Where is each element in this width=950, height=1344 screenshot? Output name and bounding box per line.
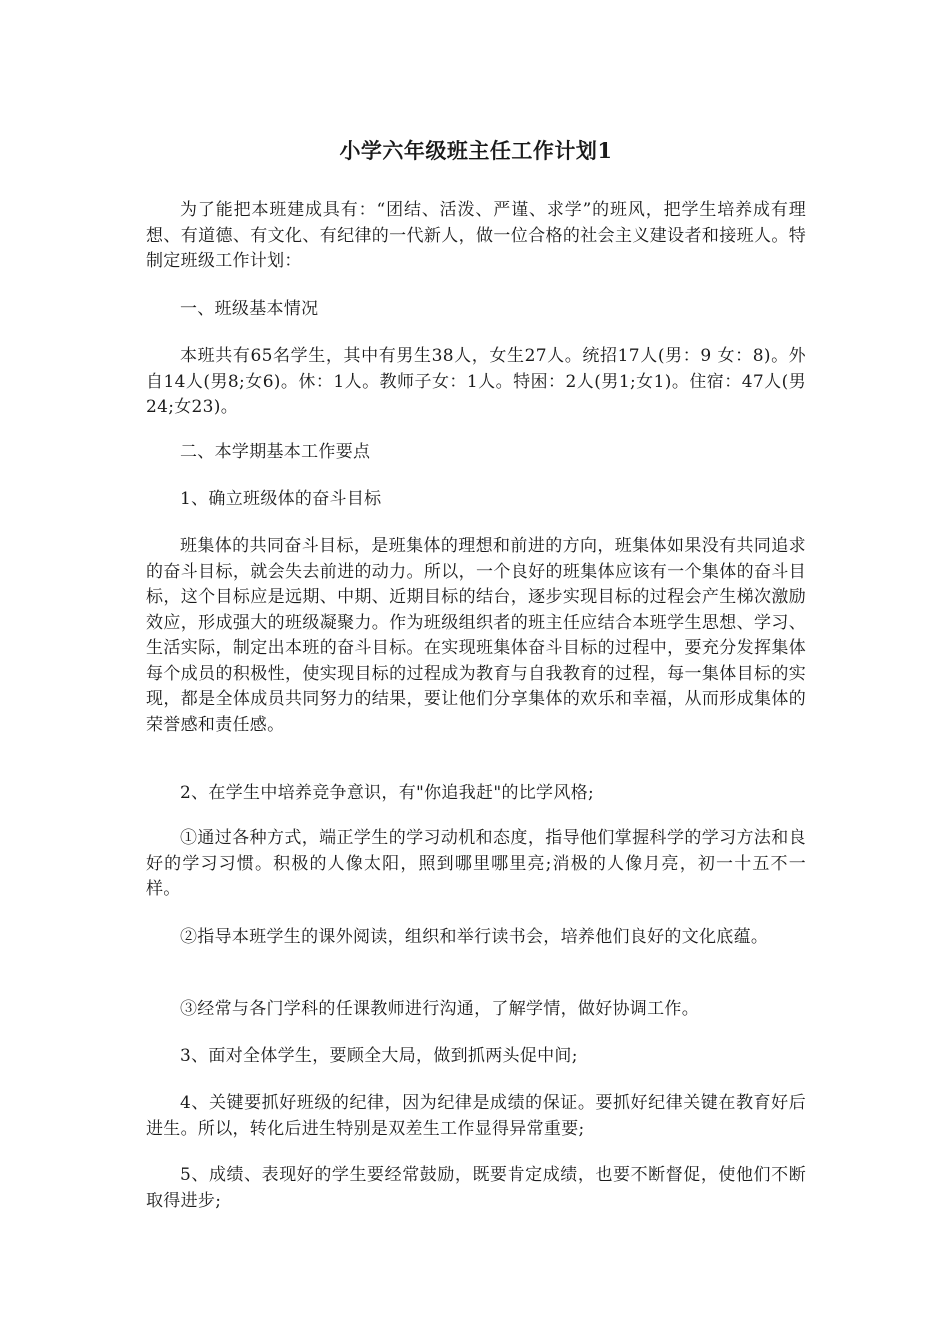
paragraph-intro: 为了能把本班建成具有：“团结、活泼、严谨、求学”的班风，把学生培养成有理想、有道德、有文化、有纪律的一代新人，做一位合格的社会主义建设者和接班人。特制定班级工作计划： <box>146 200 806 271</box>
document-title: 小学六年级班主任工作计划1 <box>339 138 613 163</box>
heading-item-2: 2、在学生中培养竞争意识，有"你追我赶"的比学风格; <box>180 783 594 803</box>
paragraph-sub-1: ①通过各种方式，端正学生的学习动机和态度，指导他们掌握科学的学习方法和良好的学习习惯。积极的人像太阳，照到哪里哪里亮;消极的人像月亮，初一十五不一样。 <box>146 828 806 899</box>
paragraph-sub-3: ③经常与各门学科的任课教师进行沟通，了解学情，做好协调工作。 <box>180 999 699 1019</box>
paragraph-item-4: 4、关键要抓好班级的纪律，因为纪律是成绩的保证。要抓好纪律关键在教育好后进生。所以，转化后进生特别是双差生工作显得异常重要; <box>146 1093 806 1139</box>
paragraph-item-5: 5、成绩、表现好的学生要经常鼓励，既要肯定成绩，也要不断督促，使他们不断取得进步; <box>146 1165 806 1211</box>
heading-item-1: 1、确立班级体的奋斗目标 <box>180 489 382 509</box>
paragraph-goals: 班集体的共同奋斗目标，是班集体的理想和前进的方向，班集体如果没有共同追求的奋斗目标，就会失去前进的动力。所以，一个良好的班集体应该有一个集体的奋斗目标，这个目标应是远期、中期、近期目标的结台，逐步实现目标的过程会产生梯次激励效应，形成强大的班级凝聚力。作为班级组织者的班主任应结合本班学生思想、学习、生活实际，制定出本班的奋斗目标。在实现班集体奋斗目标的过程中，要充分发挥集体每个成员的积极性，使实现目标的过程成为教育与自我教育的过程，每一集体目标的实现，都是全体成员共同努力的结果，要让他们分享集体的欢乐和幸福，从而形成集体的荣誉感和责任感。 <box>146 536 806 735</box>
heading-work-points: 二、本学期基本工作要点 <box>180 442 371 462</box>
paragraph-sub-2: ②指导本班学生的课外阅读，组织和举行读书会，培养他们良好的文化底蕴。 <box>180 927 769 947</box>
heading-class-basics: 一、班级基本情况 <box>180 299 319 319</box>
paragraph-class-stats: 本班共有65名学生，其中有男生38人，女生27人。统招17人(男：9 女：8)。外自14人(男8;女6)。休：1人。教师子女：1人。特困：2人(男1;女1)。住宿：47人(男24;女23)。 <box>146 346 806 417</box>
heading-item-3: 3、面对全体学生，要顾全大局，做到抓两头促中间; <box>180 1046 578 1066</box>
